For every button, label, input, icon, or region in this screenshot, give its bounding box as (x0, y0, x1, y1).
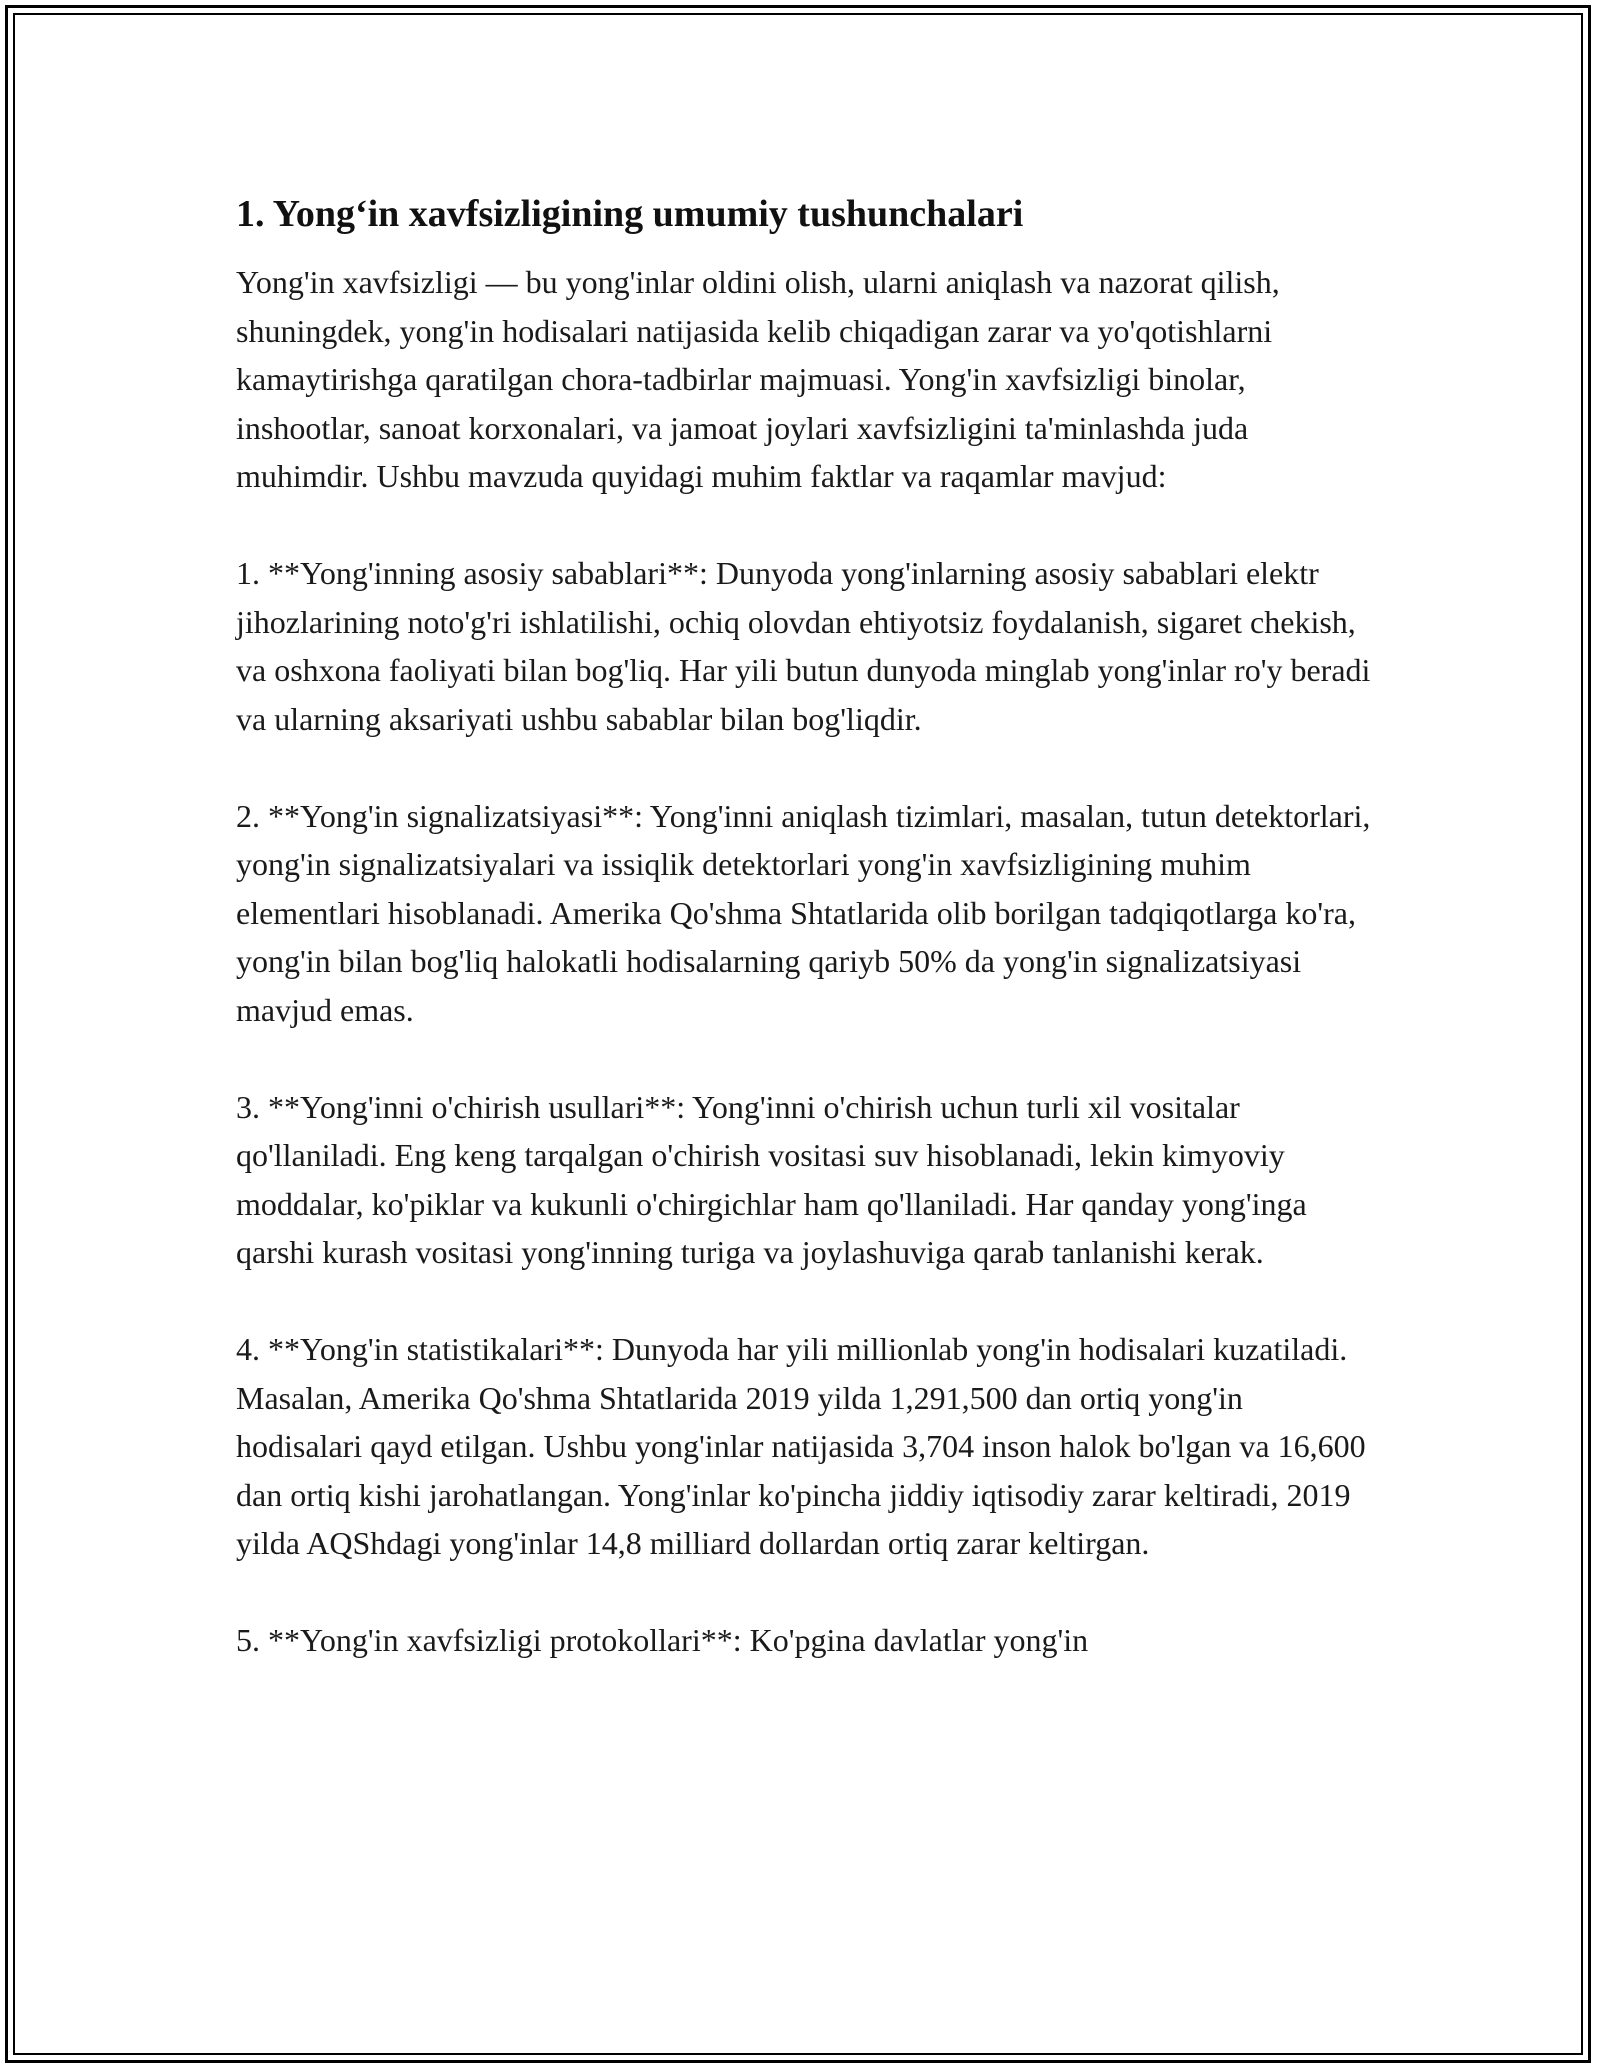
list-item-causes: 1. **Yong'inning asosiy sabablari**: Dunyoda yong'inlarning asosiy sabablari elektr jihozlarining noto'g'ri ishlatilishi, ochiq olovdan ehtiyotsiz foydalanish, sigaret chekish, va oshxona faoliyati bilan bog'liq. Har yili butun dunyoda minglab yong'inlar ro'y beradi va ularning aksariyati ushbu sabablar bilan bog'liqdir. (236, 555, 1371, 737)
list-item-alarm: 2. **Yong'in signalizatsiyasi**: Yong'inni aniqlash tizimlari, masalan, tutun detektorlari, yong'in signalizatsiyalari va issiqlik detektorlari yong'in xavfsizligining muhim elementlari hisoblanadi. Amerika Qo'shma Shtatlarida olib borilgan tadqiqotlarga ko'ra, yong'in bilan bog'liq halokatli hodisalarning qariyb 50% da yong'in signalizatsiyasi mavjud emas. (236, 797, 1371, 1028)
intro-paragraph: Yong'in xavfsizligi — bu yong'inlar oldini olish, ularni aniqlash va nazorat qilish, shuningdek, yong'in hodisalari natijasida kelib chiqadigan zarar va yo'qotishlarni kamaytirishga qaratilgan chora-tadbirlar majmuasi. Yong'in xavfsizligi binolar, inshootlar, sanoat korxonalari, va jamoat joylari xavfsizligini ta'minlashda juda muhimdir. Ushbu mavzuda quyidagi muhim faktlar va raqamlar mavjud: (236, 264, 1280, 494)
list-item-protocols: 5. **Yong'in xavfsizligi protokollari**: Ko'pgina davlatlar yong'in (236, 1622, 1089, 1658)
list-item-statistics: 4. **Yong'in statistikalari**: Dunyoda har yili millionlab yong'in hodisalari kuzatiladi. Masalan, Amerika Qo'shma Shtatlarida 2019 yilda 1,291,500 dan ortiq yong'in hodisalari qayd etilgan. Ushbu yong'inlar natijasida 3,704 inson halok bo'lgan va 16,600 dan ortiq kishi jarohatlangan. Yong'inlar ko'pincha jiddiy iqtisodiy zarar keltiradi, 2019 yilda AQShdagi yong'inlar 14,8 milliard dollardan ortiq zarar keltirgan. (236, 1331, 1366, 1561)
list-item-extinguishing: 3. **Yong'inni o'chirish usullari**: Yong'inni o'chirish uchun turli xil vositalar qo'llaniladi. Eng keng tarqalgan o'chirish vositasi suv hisoblanadi, lekin kimyoviy moddalar, ko'piklar va kukunli o'chirgichlar ham qo'llaniladi. Har qanday yong'inga qarshi kurash vositasi yong'inning turiga va joylashuviga qarab tanlanishi kerak. (236, 1088, 1307, 1270)
section-heading: 1. Yong‘in xavfsizligining umumiy tushunchalari (236, 193, 1024, 235)
document-body (236, 190, 1376, 1713)
